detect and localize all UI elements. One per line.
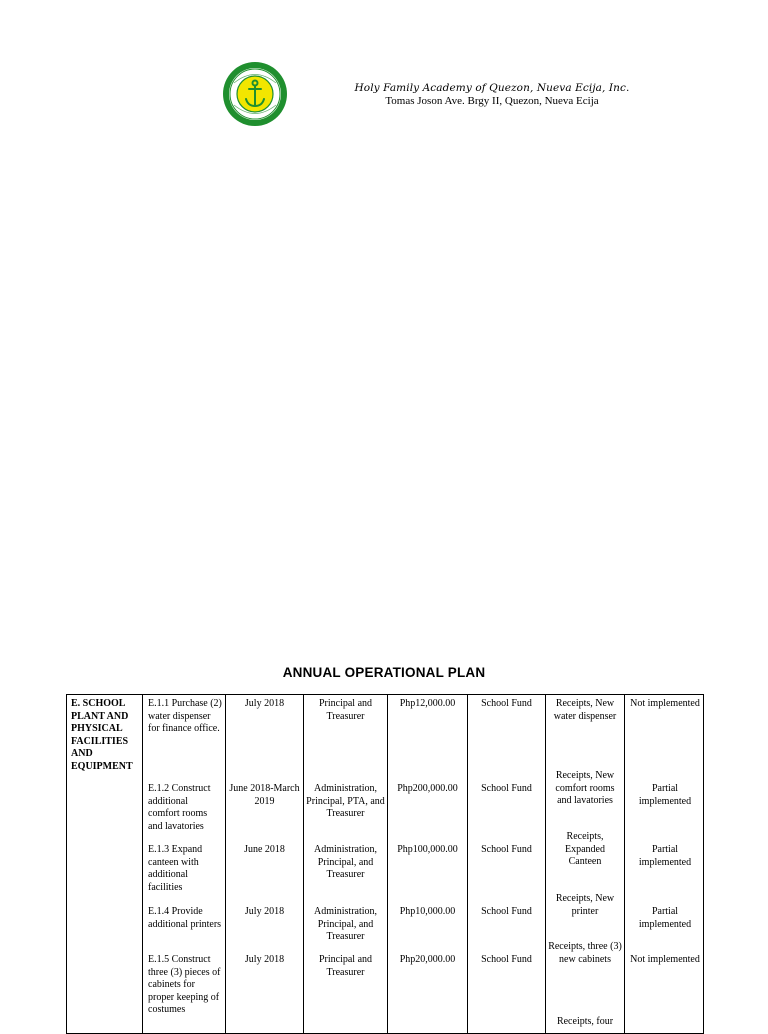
budget-cell: Php20,000.00 (399, 954, 456, 965)
status-cell: Partial implemented (638, 906, 692, 930)
status-cell: Partial implemented (638, 783, 692, 807)
school-name: Holy Family Academy of Quezon, Nueva Ecija, Inc. (354, 82, 630, 94)
activity-cell: E.1.1 Purchase (2) water dispenser for finance office. (148, 698, 222, 734)
time-frame-cell: July 2018 (244, 906, 285, 917)
school-address: Tomas Joson Ave. Brgy II, Quezon, Nueva Ecija (385, 95, 599, 107)
status-cell: Partial implemented (638, 844, 692, 868)
activity-cell: E.1.3 Expand canteen with additional facilities (148, 844, 203, 893)
activity-cell: E.1.4 Provide additional printers (148, 906, 222, 930)
evidence-cell: Receipts, three (3) new cabinets (548, 941, 622, 965)
person-responsible-cell: Administration, Principal, and Treasurer (313, 906, 378, 942)
fund-source-cell: School Fund (481, 698, 532, 709)
person-responsible-cell: Principal and Treasurer (318, 954, 373, 978)
activity-cell: E.1.2 Construct additional comfort rooms and lavatories (148, 783, 211, 832)
evidence-cell: Receipts, New comfort rooms and lavatories (555, 770, 615, 806)
evidence-cell: Receipts, New printer (555, 893, 615, 917)
person-responsible-cell: Principal and Treasurer (318, 698, 373, 722)
budget-cell: Php10,000.00 (399, 906, 456, 917)
budget-cell: Php100,000.00 (397, 844, 458, 855)
time-frame-cell: June 2018 (244, 844, 285, 855)
fund-source-cell: School Fund (481, 906, 532, 917)
fund-source-cell: School Fund (481, 844, 532, 855)
evidence-cell: Receipts, Expanded Canteen (565, 831, 605, 867)
evidence-cell: Receipts, New water dispenser (553, 698, 617, 722)
operational-plan-table (66, 694, 704, 1034)
anchor-seal-icon (222, 61, 288, 127)
fund-source-cell: School Fund (481, 783, 532, 794)
time-frame-cell: July 2018 (244, 954, 285, 965)
document-header (222, 61, 742, 127)
evidence-cell: Receipts, four (556, 1016, 614, 1027)
budget-cell: Php200,000.00 (397, 783, 458, 794)
person-responsible-cell: Administration, Principal, PTA, and Treasurer (306, 783, 385, 819)
fund-source-cell: School Fund (481, 954, 532, 965)
plan-title: ANNUAL OPERATIONAL PLAN (282, 665, 486, 680)
budget-cell: Php12,000.00 (399, 698, 456, 709)
status-cell: Not implemented (630, 698, 700, 709)
person-responsible-cell: Administration, Principal, and Treasurer (313, 844, 378, 880)
time-frame-cell: July 2018 (244, 698, 285, 709)
activity-cell: E.1.5 Construct three (3) pieces of cabinets for proper keeping of costumes (148, 954, 221, 1015)
category-cell: E. SCHOOL PLANT AND PHYSICAL FACILITIES AND EQUIPMENT (71, 698, 133, 772)
time-frame-cell: June 2018-March 2019 (229, 783, 300, 807)
status-cell: Not implemented (630, 954, 700, 965)
